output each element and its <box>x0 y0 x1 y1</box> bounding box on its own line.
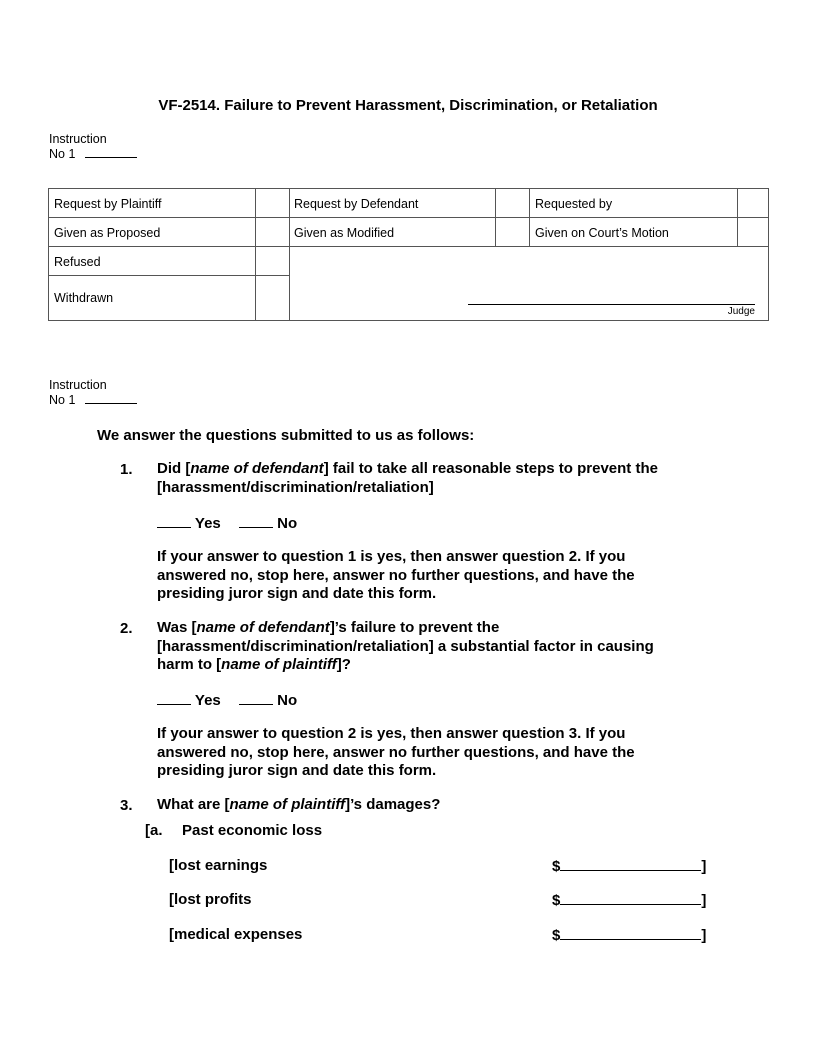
instruction-number: No 1 <box>49 393 76 407</box>
instruction-number-row <box>49 147 137 162</box>
question-number: 2. <box>120 620 133 637</box>
damages-item-label: [medical expenses <box>169 926 303 943</box>
judge-signature-line[interactable] <box>468 304 755 305</box>
yes-answer-blank[interactable] <box>157 514 191 528</box>
request-defendant-label: Request by Defendant <box>294 197 419 211</box>
request-plaintiff-label: Request by Plaintiff <box>54 197 162 211</box>
subsection-a-label: [a. <box>145 822 163 839</box>
given-court-motion-label: Given on Court’s Motion <box>535 226 669 240</box>
text-run: Was [ <box>157 619 197 636</box>
question-1-answer <box>157 514 297 532</box>
instruction-number: No 1 <box>49 147 76 161</box>
damages-item-label: [lost profits <box>169 891 252 908</box>
question-1-text <box>157 460 658 497</box>
question-number: 1. <box>120 461 133 478</box>
intro-text: We answer the questions submitted to us as follows: <box>97 427 475 444</box>
damages-item-label: [lost earnings <box>169 857 268 874</box>
placeholder-defendant: name of defendant <box>190 460 324 477</box>
question-2-instructions <box>157 725 635 781</box>
question-3-text <box>157 796 440 813</box>
text-run: ]? <box>336 656 351 673</box>
no-label: No <box>277 515 298 532</box>
text-run: What are [ <box>157 796 230 813</box>
divider <box>255 189 256 320</box>
text-run: presiding juror sign and date this form. <box>157 762 437 779</box>
subsection-a-text: Past economic loss <box>182 822 323 839</box>
placeholder-plaintiff: name of plaintiff <box>221 656 337 673</box>
text-run: [harassment/discrimination/retaliation] <box>157 478 434 496</box>
damages-amount-field <box>552 891 706 909</box>
judge-label: Judge <box>727 306 755 317</box>
instruction-word: Instruction <box>49 378 107 392</box>
no-answer-blank[interactable] <box>239 514 273 528</box>
yes-label: Yes <box>194 692 221 709</box>
question-1-instructions <box>157 548 635 604</box>
divider <box>49 217 768 218</box>
text-run: Did [ <box>157 460 191 477</box>
page-title: VF-2514. Failure to Prevent Harassment, Discrimination, or Retaliation <box>158 97 658 114</box>
text-run: If your answer to question 1 is yes, then answer question 2. If you <box>157 548 626 565</box>
instruction-status-table <box>48 188 769 321</box>
instruction-label-top <box>49 132 137 162</box>
question-2-text <box>157 619 654 675</box>
text-run: harm to [ <box>157 656 222 673</box>
instruction-word: Instruction <box>49 132 107 146</box>
text-run: If your answer to question 2 is yes, then answer question 3. If you <box>157 725 626 742</box>
no-label: No <box>277 692 298 709</box>
divider <box>289 189 290 320</box>
given-proposed-label: Given as Proposed <box>54 226 161 240</box>
instruction-number-blank[interactable] <box>85 393 137 404</box>
divider <box>49 275 289 276</box>
damages-amount-field <box>552 926 706 944</box>
text-run: ]’s failure to prevent the <box>329 619 500 636</box>
currency-symbol: $ <box>552 892 561 909</box>
bracket-close: ] <box>701 927 707 944</box>
damages-amount-field <box>552 857 706 875</box>
amount-blank[interactable] <box>560 857 701 871</box>
divider <box>49 246 768 247</box>
yes-answer-blank[interactable] <box>157 691 191 705</box>
yes-label: Yes <box>194 515 221 532</box>
amount-blank[interactable] <box>560 891 701 905</box>
no-answer-blank[interactable] <box>239 691 273 705</box>
instruction-label-bottom <box>49 378 137 408</box>
bracket-close: ] <box>701 858 707 875</box>
refused-label: Refused <box>54 255 101 269</box>
instruction-number-blank[interactable] <box>85 147 137 158</box>
given-modified-label: Given as Modified <box>294 226 395 240</box>
text-run: [harassment/discrimination/retaliation] a substantial factor in causing <box>157 637 654 655</box>
text-run: ]’s damages? <box>345 796 441 813</box>
placeholder-defendant: name of defendant <box>196 619 330 636</box>
question-number: 3. <box>120 797 133 814</box>
text-run: presiding juror sign and date this form. <box>157 585 437 602</box>
text-run: answered no, stop here, answer no further questions, and have the <box>157 743 635 761</box>
withdrawn-label: Withdrawn <box>54 291 114 305</box>
text-run: ] fail to take all reasonable steps to prevent the <box>323 460 658 477</box>
text-run: answered no, stop here, answer no further questions, and have the <box>157 566 635 584</box>
amount-blank[interactable] <box>560 926 701 940</box>
requested-by-label: Requested by <box>535 197 613 211</box>
instruction-number-row <box>49 393 137 408</box>
question-2-answer <box>157 691 297 709</box>
placeholder-plaintiff: name of plaintiff <box>229 796 346 813</box>
bracket-close: ] <box>701 892 707 909</box>
currency-symbol: $ <box>552 858 561 875</box>
currency-symbol: $ <box>552 927 561 944</box>
